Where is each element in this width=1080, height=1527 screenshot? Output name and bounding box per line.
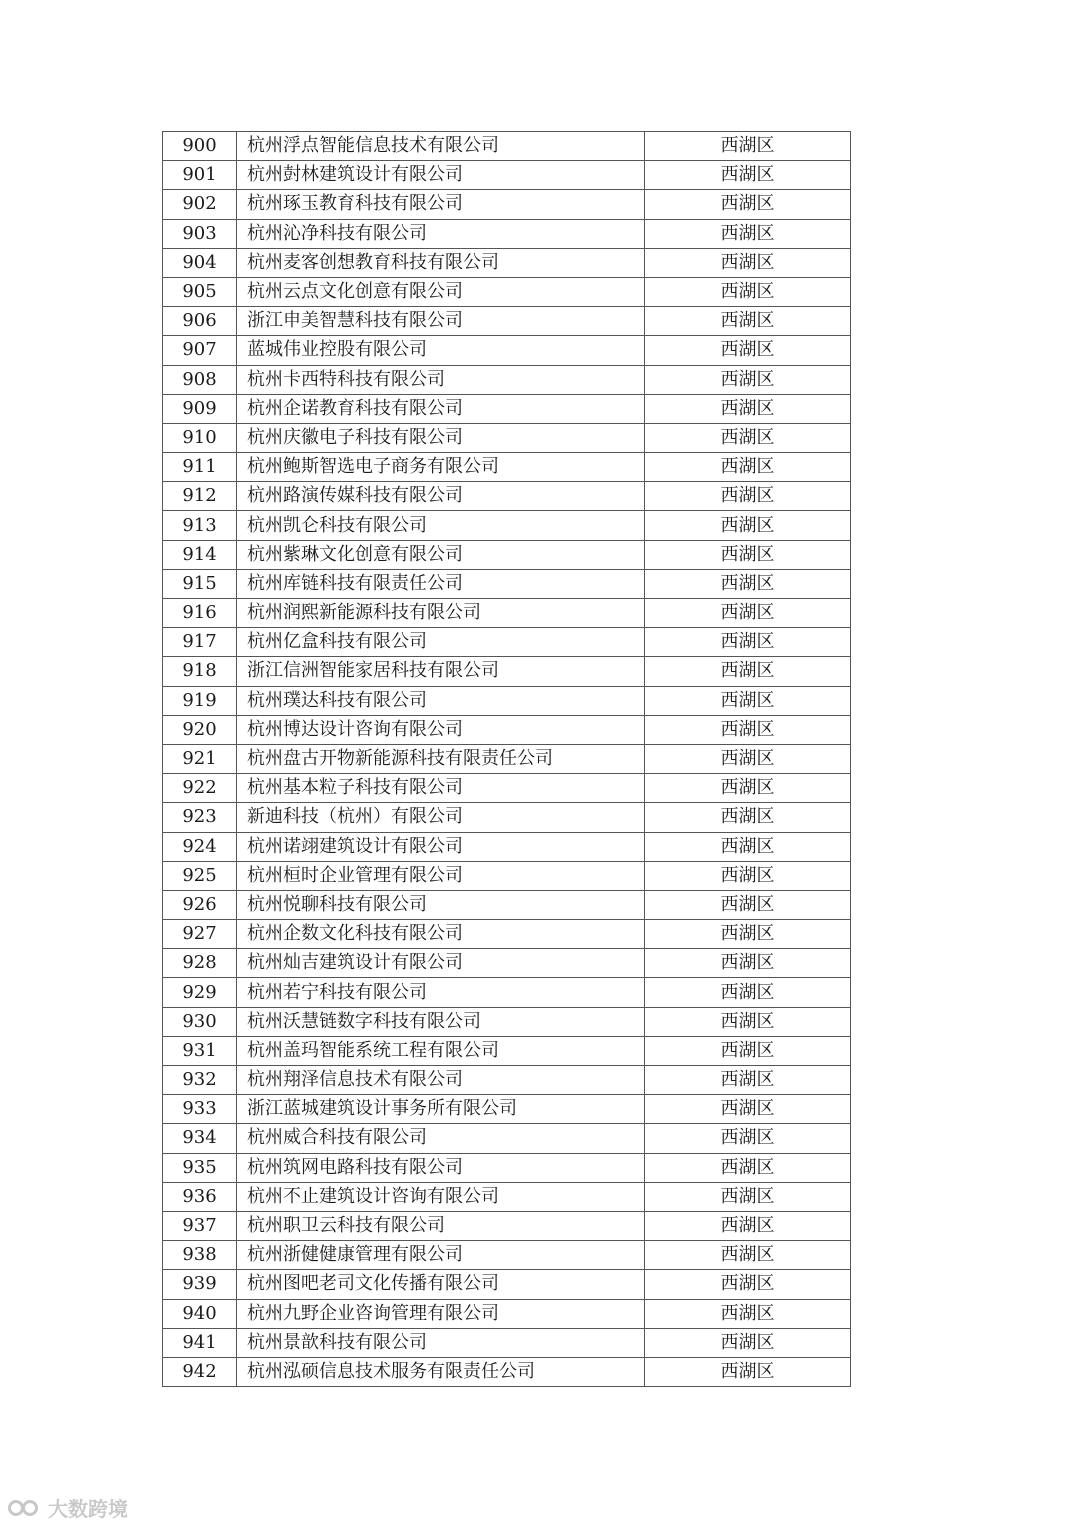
company-name: 杭州沃慧链数字科技有限公司 <box>237 1007 645 1036</box>
table-row <box>163 599 851 628</box>
company-name: 杭州若宁科技有限公司 <box>237 978 645 1007</box>
row-number: 936 <box>163 1182 237 1211</box>
row-number: 926 <box>163 890 237 919</box>
row-number: 938 <box>163 1241 237 1270</box>
row-number: 913 <box>163 511 237 540</box>
district: 西湖区 <box>645 599 851 628</box>
district: 西湖区 <box>645 1124 851 1153</box>
row-number: 941 <box>163 1328 237 1357</box>
district: 西湖区 <box>645 248 851 277</box>
district: 西湖区 <box>645 832 851 861</box>
table-row <box>163 1211 851 1240</box>
row-number: 921 <box>163 744 237 773</box>
row-number: 923 <box>163 803 237 832</box>
company-name: 杭州诺翊建筑设计有限公司 <box>237 832 645 861</box>
district: 西湖区 <box>645 1357 851 1386</box>
table-row <box>163 511 851 540</box>
table-row <box>163 1066 851 1095</box>
row-number: 928 <box>163 949 237 978</box>
district: 西湖区 <box>645 277 851 306</box>
company-name: 杭州亿盒科技有限公司 <box>237 628 645 657</box>
company-name: 杭州图吧老司文化传播有限公司 <box>237 1270 645 1299</box>
table-row <box>163 365 851 394</box>
company-name: 杭州琢玉教育科技有限公司 <box>237 190 645 219</box>
table-row <box>163 540 851 569</box>
table-row <box>163 453 851 482</box>
district: 西湖区 <box>645 1095 851 1124</box>
row-number: 931 <box>163 1036 237 1065</box>
table-row <box>163 248 851 277</box>
table-row <box>163 949 851 978</box>
company-name: 浙江信洲智能家居科技有限公司 <box>237 657 645 686</box>
table-row <box>163 307 851 336</box>
company-name: 杭州博达设计咨询有限公司 <box>237 715 645 744</box>
district: 西湖区 <box>645 774 851 803</box>
district: 西湖区 <box>645 715 851 744</box>
district: 西湖区 <box>645 744 851 773</box>
district: 西湖区 <box>645 1036 851 1065</box>
row-number: 930 <box>163 1007 237 1036</box>
row-number: 933 <box>163 1095 237 1124</box>
row-number: 934 <box>163 1124 237 1153</box>
table-row <box>163 1124 851 1153</box>
row-number: 940 <box>163 1299 237 1328</box>
district: 西湖区 <box>645 1007 851 1036</box>
row-number: 902 <box>163 190 237 219</box>
company-name: 杭州库链科技有限责任公司 <box>237 569 645 598</box>
company-name: 杭州企数文化科技有限公司 <box>237 920 645 949</box>
company-name: 杭州基本粒子科技有限公司 <box>237 774 645 803</box>
table-row <box>163 1328 851 1357</box>
district: 西湖区 <box>645 978 851 1007</box>
company-name: 浙江申美智慧科技有限公司 <box>237 307 645 336</box>
row-number: 919 <box>163 686 237 715</box>
company-name: 杭州企诺教育科技有限公司 <box>237 394 645 423</box>
district: 西湖区 <box>645 686 851 715</box>
district: 西湖区 <box>645 1153 851 1182</box>
row-number: 907 <box>163 336 237 365</box>
company-name: 杭州鲍斯智选电子商务有限公司 <box>237 453 645 482</box>
table-row <box>163 132 851 161</box>
company-list-table <box>162 131 851 1387</box>
table-row <box>163 1153 851 1182</box>
district: 西湖区 <box>645 1211 851 1240</box>
table-row <box>163 1270 851 1299</box>
company-name: 杭州浙健健康管理有限公司 <box>237 1241 645 1270</box>
watermark-logo-icon <box>8 1498 42 1518</box>
district: 西湖区 <box>645 890 851 919</box>
district: 西湖区 <box>645 394 851 423</box>
table-row <box>163 1357 851 1386</box>
table-row <box>163 1007 851 1036</box>
district: 西湖区 <box>645 657 851 686</box>
company-name: 杭州九野企业咨询管理有限公司 <box>237 1299 645 1328</box>
company-name: 杭州威合科技有限公司 <box>237 1124 645 1153</box>
district: 西湖区 <box>645 1299 851 1328</box>
table-row <box>163 161 851 190</box>
row-number: 929 <box>163 978 237 1007</box>
district: 西湖区 <box>645 1066 851 1095</box>
district: 西湖区 <box>645 453 851 482</box>
table-body <box>163 132 851 1387</box>
company-name: 杭州麦客创想教育科技有限公司 <box>237 248 645 277</box>
row-number: 911 <box>163 453 237 482</box>
company-name: 杭州紫琳文化创意有限公司 <box>237 540 645 569</box>
company-name: 杭州灿吉建筑设计有限公司 <box>237 949 645 978</box>
row-number: 908 <box>163 365 237 394</box>
table-row <box>163 861 851 890</box>
table-row <box>163 832 851 861</box>
row-number: 915 <box>163 569 237 598</box>
row-number: 904 <box>163 248 237 277</box>
district: 西湖区 <box>645 1241 851 1270</box>
table-row <box>163 569 851 598</box>
row-number: 924 <box>163 832 237 861</box>
company-name: 杭州路演传媒科技有限公司 <box>237 482 645 511</box>
row-number: 925 <box>163 861 237 890</box>
district: 西湖区 <box>645 132 851 161</box>
district: 西湖区 <box>645 1328 851 1357</box>
row-number: 916 <box>163 599 237 628</box>
company-name: 杭州云点文化创意有限公司 <box>237 277 645 306</box>
row-number: 942 <box>163 1357 237 1386</box>
table-row <box>163 657 851 686</box>
company-name: 新迪科技（杭州）有限公司 <box>237 803 645 832</box>
district: 西湖区 <box>645 161 851 190</box>
table-row <box>163 190 851 219</box>
table-row <box>163 1036 851 1065</box>
table-row <box>163 394 851 423</box>
table-row <box>163 920 851 949</box>
company-name: 杭州尌林建筑设计有限公司 <box>237 161 645 190</box>
company-name: 杭州凯仑科技有限公司 <box>237 511 645 540</box>
company-name: 杭州润熙新能源科技有限公司 <box>237 599 645 628</box>
row-number: 903 <box>163 219 237 248</box>
row-number: 920 <box>163 715 237 744</box>
district: 西湖区 <box>645 482 851 511</box>
company-name: 杭州沁净科技有限公司 <box>237 219 645 248</box>
company-name: 蓝城伟业控股有限公司 <box>237 336 645 365</box>
table-row <box>163 336 851 365</box>
company-name: 杭州景歆科技有限公司 <box>237 1328 645 1357</box>
company-name: 杭州卡西特科技有限公司 <box>237 365 645 394</box>
district: 西湖区 <box>645 336 851 365</box>
district: 西湖区 <box>645 423 851 452</box>
company-name: 杭州桓时企业管理有限公司 <box>237 861 645 890</box>
district: 西湖区 <box>645 219 851 248</box>
company-name: 杭州筑网电路科技有限公司 <box>237 1153 645 1182</box>
row-number: 905 <box>163 277 237 306</box>
row-number: 909 <box>163 394 237 423</box>
row-number: 927 <box>163 920 237 949</box>
table-row <box>163 423 851 452</box>
company-name: 杭州浮点智能信息技术有限公司 <box>237 132 645 161</box>
table-row <box>163 1095 851 1124</box>
table-row <box>163 803 851 832</box>
row-number: 932 <box>163 1066 237 1095</box>
district: 西湖区 <box>645 511 851 540</box>
company-name: 杭州不止建筑设计咨询有限公司 <box>237 1182 645 1211</box>
company-name: 杭州璞达科技有限公司 <box>237 686 645 715</box>
table-row <box>163 1241 851 1270</box>
company-name: 浙江蓝城建筑设计事务所有限公司 <box>237 1095 645 1124</box>
company-name: 杭州盘古开物新能源科技有限责任公司 <box>237 744 645 773</box>
district: 西湖区 <box>645 628 851 657</box>
district: 西湖区 <box>645 190 851 219</box>
company-name: 杭州悦聊科技有限公司 <box>237 890 645 919</box>
row-number: 922 <box>163 774 237 803</box>
row-number: 900 <box>163 132 237 161</box>
company-name: 杭州职卫云科技有限公司 <box>237 1211 645 1240</box>
table-row <box>163 1299 851 1328</box>
table-row <box>163 277 851 306</box>
district: 西湖区 <box>645 365 851 394</box>
company-name: 杭州翔泽信息技术有限公司 <box>237 1066 645 1095</box>
row-number: 901 <box>163 161 237 190</box>
table-row <box>163 744 851 773</box>
district: 西湖区 <box>645 1182 851 1211</box>
table-row <box>163 219 851 248</box>
district: 西湖区 <box>645 803 851 832</box>
table-row <box>163 774 851 803</box>
row-number: 937 <box>163 1211 237 1240</box>
table-row <box>163 482 851 511</box>
table-row <box>163 1182 851 1211</box>
company-name: 杭州泓硕信息技术服务有限责任公司 <box>237 1357 645 1386</box>
district: 西湖区 <box>645 540 851 569</box>
table-row <box>163 686 851 715</box>
district: 西湖区 <box>645 949 851 978</box>
row-number: 912 <box>163 482 237 511</box>
company-name: 杭州庆徽电子科技有限公司 <box>237 423 645 452</box>
company-name: 杭州盖玛智能系统工程有限公司 <box>237 1036 645 1065</box>
watermark-text: 大数跨境 <box>48 1497 128 1521</box>
row-number: 917 <box>163 628 237 657</box>
district: 西湖区 <box>645 569 851 598</box>
table-row <box>163 715 851 744</box>
row-number: 910 <box>163 423 237 452</box>
district: 西湖区 <box>645 307 851 336</box>
row-number: 939 <box>163 1270 237 1299</box>
watermark <box>8 1493 128 1522</box>
row-number: 914 <box>163 540 237 569</box>
row-number: 906 <box>163 307 237 336</box>
row-number: 918 <box>163 657 237 686</box>
table-row <box>163 890 851 919</box>
district: 西湖区 <box>645 1270 851 1299</box>
district: 西湖区 <box>645 861 851 890</box>
row-number: 935 <box>163 1153 237 1182</box>
district: 西湖区 <box>645 920 851 949</box>
table-row <box>163 628 851 657</box>
table-row <box>163 978 851 1007</box>
